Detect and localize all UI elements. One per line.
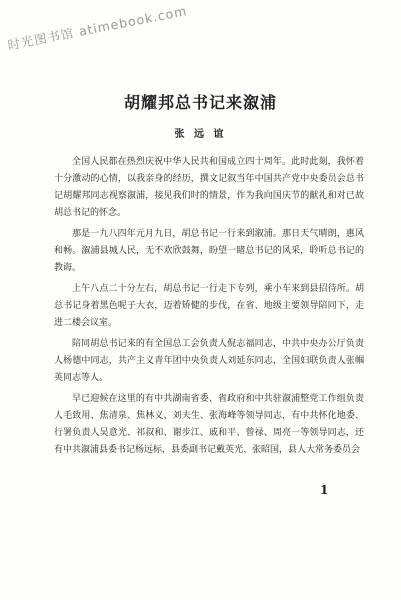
article-author: 张 远 谊: [174, 129, 227, 140]
paragraph: 上午八点二十分左右，胡总书记一行走下专列，乘小车来到县招待所。胡总书记身着黑色呢子大衣，迈着矫健的步伐，在省、地级主要领导陪同下，走进二楼会议室。: [54, 284, 364, 328]
paragraph: 陪同胡总书记来的有全国总工会负责人倪志福同志，中共中央办公厅负责人杨德中同志，共产主义青年团中央负责人刘延东同志，全国妇联负责人张帼英同志等人。: [54, 339, 364, 383]
article-body: [54, 154, 364, 463]
article-title: 胡耀邦总书记来溆浦: [123, 93, 277, 112]
paragraph: 全国人民都在热烈庆祝中华人民共和国成立四十周年。此时此刻，我怀着十分激动的心情，以我亲身的经历，撰文记叙当年中国共产党中央委员会总书记胡耀邦同志视察溆浦，接见我们时的情景，作为我向国庆节的献礼和对已故胡总书记的怀念。: [54, 157, 364, 218]
watermark: 时光图书馆 atimebook.com: [6, 3, 189, 53]
paragraph: 早已迎候在这里的有中共湖南省委、省政府和中共驻溆浦整党工作组负责人毛致用、焦清泉、焦林义、刘夫生、张海峰等领导同志，有中共怀化地委、行署负责人吴意光、祁叔和、谢步江、戚和平、曾禄、周亮一等领导同志，还有中共溆浦县委书记杨远标，县委副书记戴英光、张昭国，县人大常务委员会: [54, 394, 364, 455]
page-number: 1: [320, 483, 329, 497]
paragraph: 那是一九八四年元月九日，胡总书记一行来到溆浦。那日天气晴朗，惠风和畅。溆浦县城人民，无不欢欣鼓舞，盼望一睹总书记的风采，聆听总书记的教诲。: [54, 229, 364, 273]
